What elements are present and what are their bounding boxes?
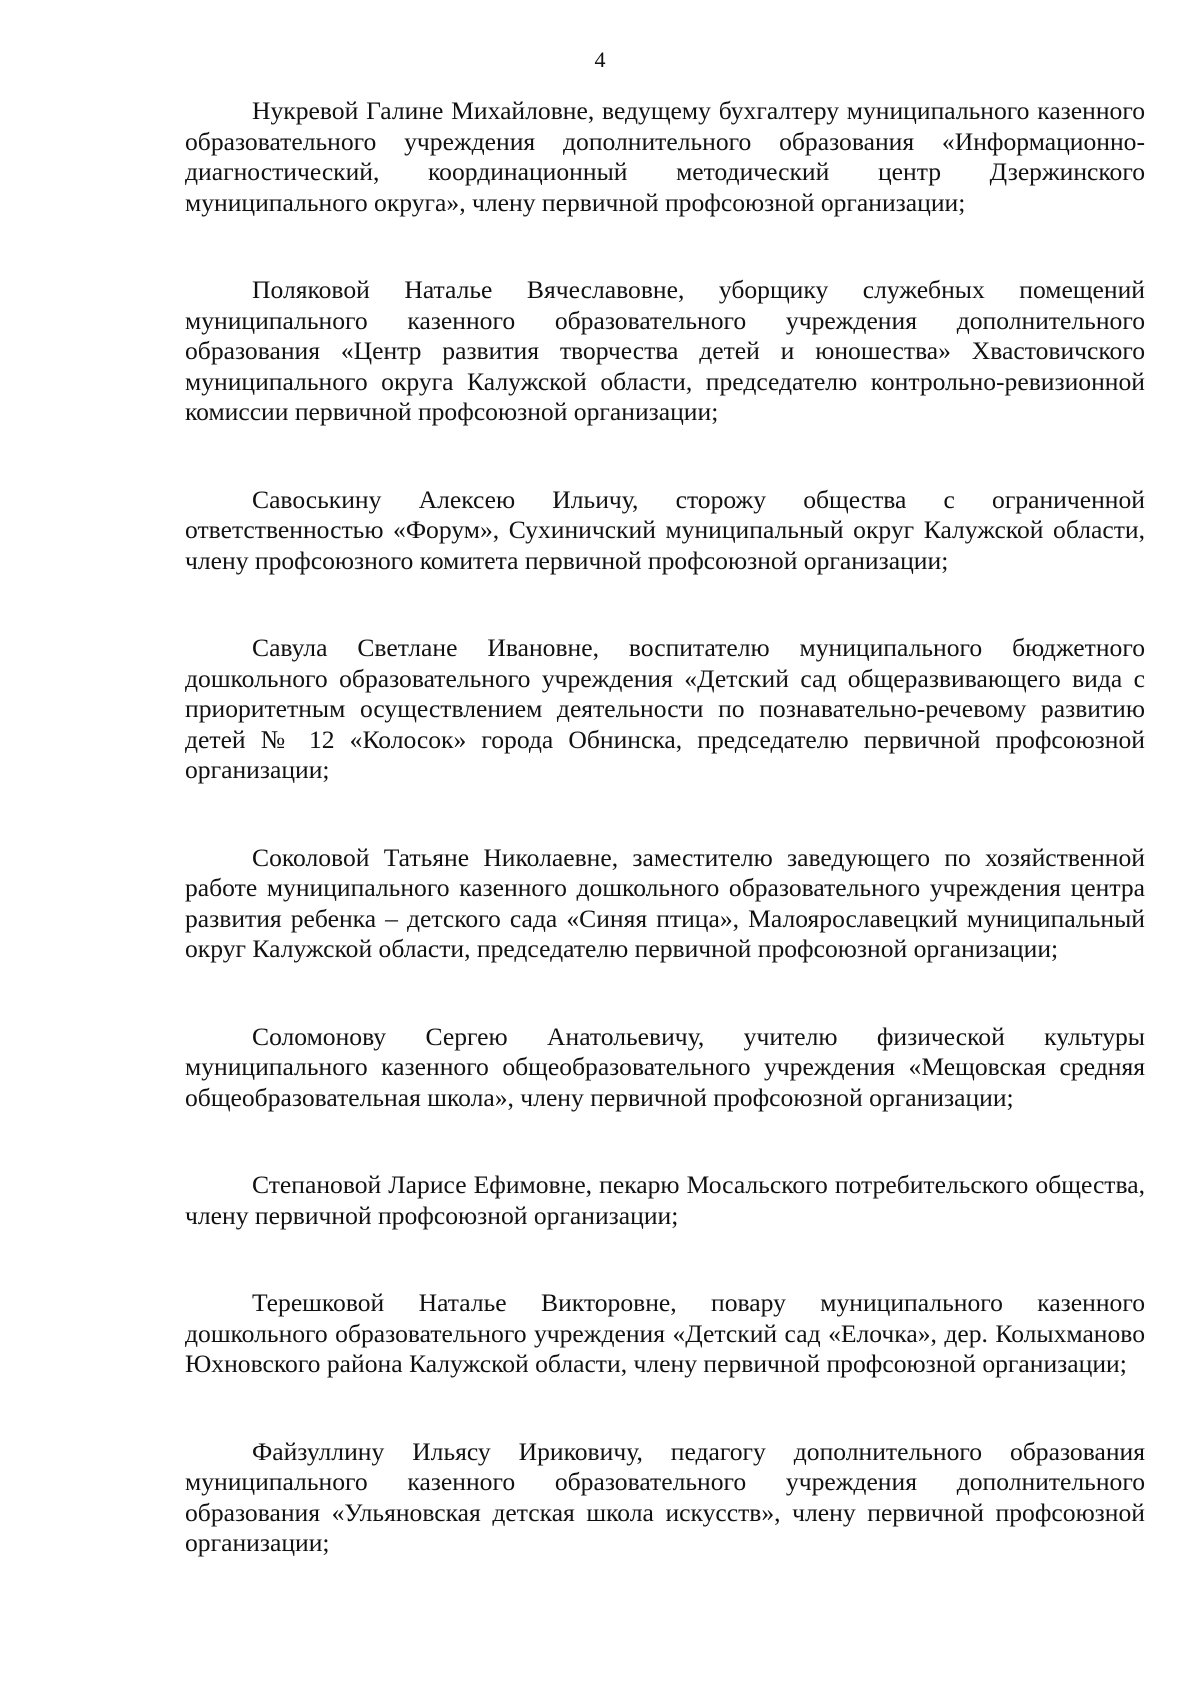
paragraph-savula: Савула Светлане Ивановне, воспитателю муниципального бюджетного дошкольного образовательного учреждения «Детский сад общеразвивающего вида с приоритетным осуществлением деятельности по познавательно-речевому развитию детей № 12 «Колосок» города Обнинска, председателю первичной профсоюзной организации; xyxy=(185,633,1145,784)
page-number: 4 xyxy=(594,47,606,72)
document-body xyxy=(185,96,1145,1616)
paragraph-fayzullin: Файзуллину Ильясу Ириковичу, педагогу дополнительного образования муниципального казенного образовательного учреждения дополнительного образования «Ульяновская детская школа искусств», члену первичной профсоюзной организации; xyxy=(185,1436,1145,1557)
paragraph-polyakova: Поляковой Наталье Вячеславовне, уборщику служебных помещений муниципального казенного образовательного учреждения дополнительного образования «Центр развития творчества детей и юношества» Хвастовичского муниципального округа Калужской области, председателю контрольно-ревизионной комиссии первичной профсоюзной организации; xyxy=(185,275,1145,426)
paragraph-sokolova: Соколовой Татьяне Николаевне, заместителю заведующего по хозяйственной работе муниципального казенного дошкольного образовательного учреждения центра развития ребенка – детского сада «Синяя птица», Малоярославецкий муниципальный округ Калужской области, председателю первичной профсоюзной организации; xyxy=(185,842,1145,963)
paragraph-stepanova: Степановой Ларисе Ефимовне, пекарю Мосальского потребительского общества, члену первичной профсоюзной организации; xyxy=(185,1170,1145,1230)
paragraph-nukreva: Нукревой Галине Михайловне, ведущему бухгалтеру муниципального казенного образовательного учреждения дополнительного образования «Информационно-диагностический, координационный методический центр Дзержинского муниципального округа», члену первичной профсоюзной организации; xyxy=(185,96,1145,217)
paragraph-solomonov: Соломонову Сергею Анатольевичу, учителю физической культуры муниципального казенного общеобразовательного учреждения «Мещовская средняя общеобразовательная школа», члену первичной профсоюзной организации; xyxy=(185,1021,1145,1112)
paragraph-tereshkova: Терешковой Наталье Викторовне, повару муниципального казенного дошкольного образовательного учреждения «Детский сад «Елочка», дер. Колыхманово Юхновского района Калужской области, члену первичной профсоюзной организации; xyxy=(185,1288,1145,1378)
paragraph-savoskin: Савоськину Алексею Ильичу, сторожу общества с ограниченной ответственностью «Форум», Сухиничский муниципальный округ Калужской области, члену профсоюзного комитета первичной профсоюзной организации; xyxy=(185,484,1145,575)
